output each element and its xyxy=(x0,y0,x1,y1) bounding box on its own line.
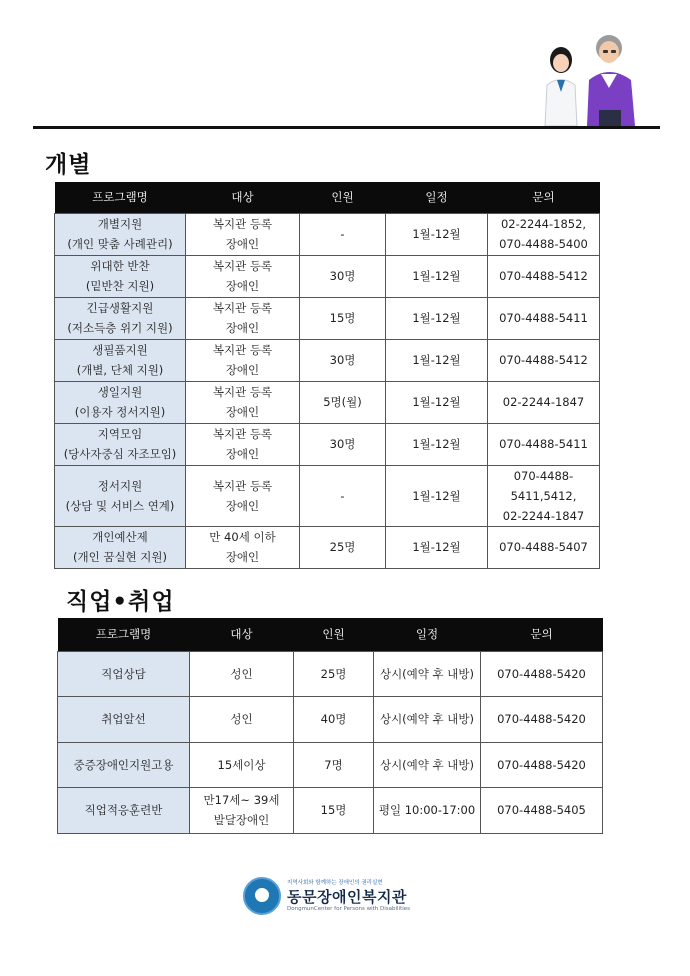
program-text-line: 지역모임 xyxy=(97,427,143,441)
table-row xyxy=(55,465,600,526)
cell-contact xyxy=(481,697,603,743)
program-text-line: 개인예산제 xyxy=(92,530,148,544)
cell-program xyxy=(55,213,186,255)
cell-contact xyxy=(488,381,600,423)
cell-contact xyxy=(488,255,600,297)
program-text-line: 직업상담 xyxy=(101,666,146,681)
header-target: 대상 xyxy=(190,618,294,651)
count-text: 7명 xyxy=(324,757,343,772)
program-text-line: (개인 꿈실현 지원) xyxy=(72,550,168,564)
cell-count xyxy=(300,423,386,465)
target-text-line: 장애인 xyxy=(225,363,260,377)
target-text-line: 15세이상 xyxy=(217,757,266,772)
cell-target xyxy=(186,255,300,297)
cell-program xyxy=(55,297,186,339)
program-text-line: 위대한 반찬 xyxy=(90,259,150,273)
program-text-line: (개인 맞춤 사례관리) xyxy=(67,237,173,251)
cell-target xyxy=(186,297,300,339)
count-text: 15명 xyxy=(329,311,356,325)
program-text-line: 긴급생활지원 xyxy=(86,301,154,315)
schedule-text: 상시(예약 후 내방) xyxy=(379,712,475,727)
section-title-individual: 개별 xyxy=(45,152,92,178)
schedule-text: 1월-12월 xyxy=(412,395,461,409)
table-row xyxy=(55,423,600,465)
cell-contact xyxy=(481,788,603,834)
cell-schedule xyxy=(386,213,488,255)
cell-contact xyxy=(488,339,600,381)
target-text-line: 장애인 xyxy=(225,405,260,419)
cell-program xyxy=(58,697,190,743)
footer-tagline: 지역사회와 함께하는 장애인의 권리실현 xyxy=(287,880,383,886)
header-schedule: 일정 xyxy=(386,182,488,213)
contact-text-line: 070-4488-5412 xyxy=(499,269,588,283)
program-text-line: (당사자중심 자조모임) xyxy=(63,447,177,461)
contact-text-line: 070-4488-5411,5412, xyxy=(510,468,577,503)
target-text-line: 만17세~ 39세 xyxy=(203,793,280,808)
cell-schedule xyxy=(386,297,488,339)
contact-text-line: 070-4488-5405 xyxy=(497,803,586,818)
table-header-row xyxy=(58,618,603,651)
cell-contact xyxy=(488,213,600,255)
schedule-text: 1월-12월 xyxy=(412,269,461,283)
schedule-text: 상시(예약 후 내방) xyxy=(379,666,475,681)
cell-target xyxy=(190,697,294,743)
cell-contact xyxy=(481,742,603,788)
target-text-line: 장애인 xyxy=(225,447,260,461)
cell-target xyxy=(190,788,294,834)
cell-schedule xyxy=(386,465,488,526)
target-text-line: 장애인 xyxy=(225,550,260,564)
contact-text-line: 070-4488-5411 xyxy=(499,437,588,451)
contact-text-line: 02-2244-1847 xyxy=(502,508,585,523)
cell-schedule xyxy=(374,697,481,743)
cell-program xyxy=(58,742,190,788)
contact-text-line: 02-2244-1847 xyxy=(502,395,585,409)
target-text-line: 복지관 등록 xyxy=(212,301,273,315)
table-row xyxy=(58,742,603,788)
count-text: 30명 xyxy=(329,437,356,451)
table-row xyxy=(58,697,603,743)
cell-schedule xyxy=(374,742,481,788)
target-text-line: 복지관 등록 xyxy=(212,217,273,231)
cell-count xyxy=(300,339,386,381)
table-row xyxy=(55,339,600,381)
contact-text-line: 070-4488-5411 xyxy=(499,311,588,325)
table-row xyxy=(55,526,600,568)
header-program: 프로그램명 xyxy=(55,182,186,213)
cell-schedule xyxy=(374,651,481,697)
target-text-line: 장애인 xyxy=(225,321,260,335)
cell-program xyxy=(55,255,186,297)
cell-schedule xyxy=(386,339,488,381)
count-text: - xyxy=(340,227,345,241)
target-text-line: 복지관 등록 xyxy=(212,259,273,273)
cell-count xyxy=(294,651,374,697)
header-contact: 문의 xyxy=(488,182,600,213)
count-text: 25명 xyxy=(329,540,356,554)
header-contact: 문의 xyxy=(481,618,603,651)
target-text-line: 장애인 xyxy=(225,498,260,513)
header-count: 인원 xyxy=(294,618,374,651)
count-text: 25명 xyxy=(320,666,347,681)
cell-target xyxy=(190,742,294,788)
employment-programs-table xyxy=(57,618,603,834)
target-text-line: 복지관 등록 xyxy=(212,478,273,493)
program-text-line: 생필품지원 xyxy=(92,343,148,357)
cell-target xyxy=(186,339,300,381)
program-text-line: (상담 및 서비스 연계) xyxy=(65,498,175,513)
count-text: 15명 xyxy=(320,803,347,818)
target-text-line: 복지관 등록 xyxy=(212,385,273,399)
contact-text-line: 070-4488-5420 xyxy=(497,712,586,727)
cell-schedule xyxy=(386,526,488,568)
cell-count xyxy=(294,788,374,834)
table-row xyxy=(55,297,600,339)
table-header-row xyxy=(55,182,600,213)
schedule-text: 1월-12월 xyxy=(412,353,461,367)
cell-target xyxy=(186,423,300,465)
schedule-text: 평일 10:00-17:00 xyxy=(378,803,476,818)
target-text-line: 복지관 등록 xyxy=(212,343,273,357)
cell-target xyxy=(186,381,300,423)
contact-text-line: 070-4488-5412 xyxy=(499,353,588,367)
table-row xyxy=(55,213,600,255)
schedule-text: 1월-12월 xyxy=(412,437,461,451)
target-text-line: 장애인 xyxy=(225,237,260,251)
cell-schedule xyxy=(386,255,488,297)
table-row xyxy=(55,255,600,297)
cell-program xyxy=(55,465,186,526)
schedule-text: 1월-12월 xyxy=(412,540,461,554)
program-text-line: 개별지원 xyxy=(97,217,143,231)
contact-text-line: 070-4488-5400 xyxy=(499,237,588,251)
contact-text-line: 070-4488-5420 xyxy=(497,757,586,772)
program-text-line: 생일지원 xyxy=(97,385,143,399)
count-text: 5명(월) xyxy=(323,395,362,409)
program-text-line: 정서지원 xyxy=(97,478,143,493)
cell-program xyxy=(55,423,186,465)
program-text-line: 중증장애인지원고용 xyxy=(73,757,174,772)
footer-logo-block xyxy=(243,876,423,916)
schedule-text: 1월-12월 xyxy=(412,488,461,503)
header-schedule: 일정 xyxy=(374,618,481,651)
cell-contact xyxy=(481,651,603,697)
cell-schedule xyxy=(386,423,488,465)
target-text-line: 장애인 xyxy=(225,279,260,293)
cell-program xyxy=(55,339,186,381)
program-text-line: 취업알선 xyxy=(101,712,146,727)
individual-programs-table xyxy=(54,182,600,569)
target-text-line: 만 40세 이하 xyxy=(209,530,276,544)
table-row xyxy=(58,651,603,697)
cell-program xyxy=(55,526,186,568)
count-text: 30명 xyxy=(329,353,356,367)
program-text-line: (이용자 정서지원) xyxy=(74,405,166,419)
target-text-line: 복지관 등록 xyxy=(212,427,273,441)
cell-schedule xyxy=(374,788,481,834)
header-divider xyxy=(33,126,660,129)
cell-contact xyxy=(488,423,600,465)
table-row xyxy=(55,381,600,423)
count-text: 40명 xyxy=(320,712,347,727)
program-text-line: (저소득층 위기 지원) xyxy=(67,321,173,335)
cell-count xyxy=(300,465,386,526)
program-text-line: (개별, 단체 지원) xyxy=(76,363,164,377)
schedule-text: 상시(예약 후 내방) xyxy=(379,757,475,772)
cell-target xyxy=(186,465,300,526)
count-text: 30명 xyxy=(329,269,356,283)
cell-target xyxy=(190,651,294,697)
cell-count xyxy=(294,697,374,743)
cell-program xyxy=(58,788,190,834)
table-row xyxy=(58,788,603,834)
cell-count xyxy=(300,213,386,255)
contact-text-line: 02-2244-1852, xyxy=(500,217,587,231)
cell-target xyxy=(186,526,300,568)
footer-org-name: 동문장애인복지관 xyxy=(287,888,407,906)
cell-program xyxy=(58,651,190,697)
cell-contact xyxy=(488,526,600,568)
header-target: 대상 xyxy=(186,182,300,213)
target-text-line: 성인 xyxy=(230,712,253,727)
program-text-line: 직업적응훈련반 xyxy=(84,803,163,818)
program-text-line: (밑반찬 지원) xyxy=(85,279,155,293)
cell-schedule xyxy=(386,381,488,423)
cell-count xyxy=(294,742,374,788)
target-text-line: 성인 xyxy=(230,666,253,681)
contact-text-line: 070-4488-5420 xyxy=(497,666,586,681)
footer-english-name: DongmunCenter for Persons with Disabilities xyxy=(287,906,410,912)
cell-count xyxy=(300,255,386,297)
cell-count xyxy=(300,381,386,423)
cell-count xyxy=(300,297,386,339)
header-count: 인원 xyxy=(300,182,386,213)
people-illustration-icon xyxy=(535,30,645,126)
schedule-text: 1월-12월 xyxy=(412,227,461,241)
cell-target xyxy=(186,213,300,255)
count-text: - xyxy=(340,488,345,503)
cell-count xyxy=(300,526,386,568)
cell-contact xyxy=(488,297,600,339)
contact-text-line: 070-4488-5407 xyxy=(499,540,588,554)
header-program: 프로그램명 xyxy=(58,618,190,651)
cell-program xyxy=(55,381,186,423)
schedule-text: 1월-12월 xyxy=(412,311,461,325)
section-title-employment: 직업•취업 xyxy=(66,589,175,615)
cell-contact xyxy=(488,465,600,526)
target-text-line: 발달장애인 xyxy=(213,813,270,828)
dongmun-logo-icon xyxy=(243,877,281,915)
